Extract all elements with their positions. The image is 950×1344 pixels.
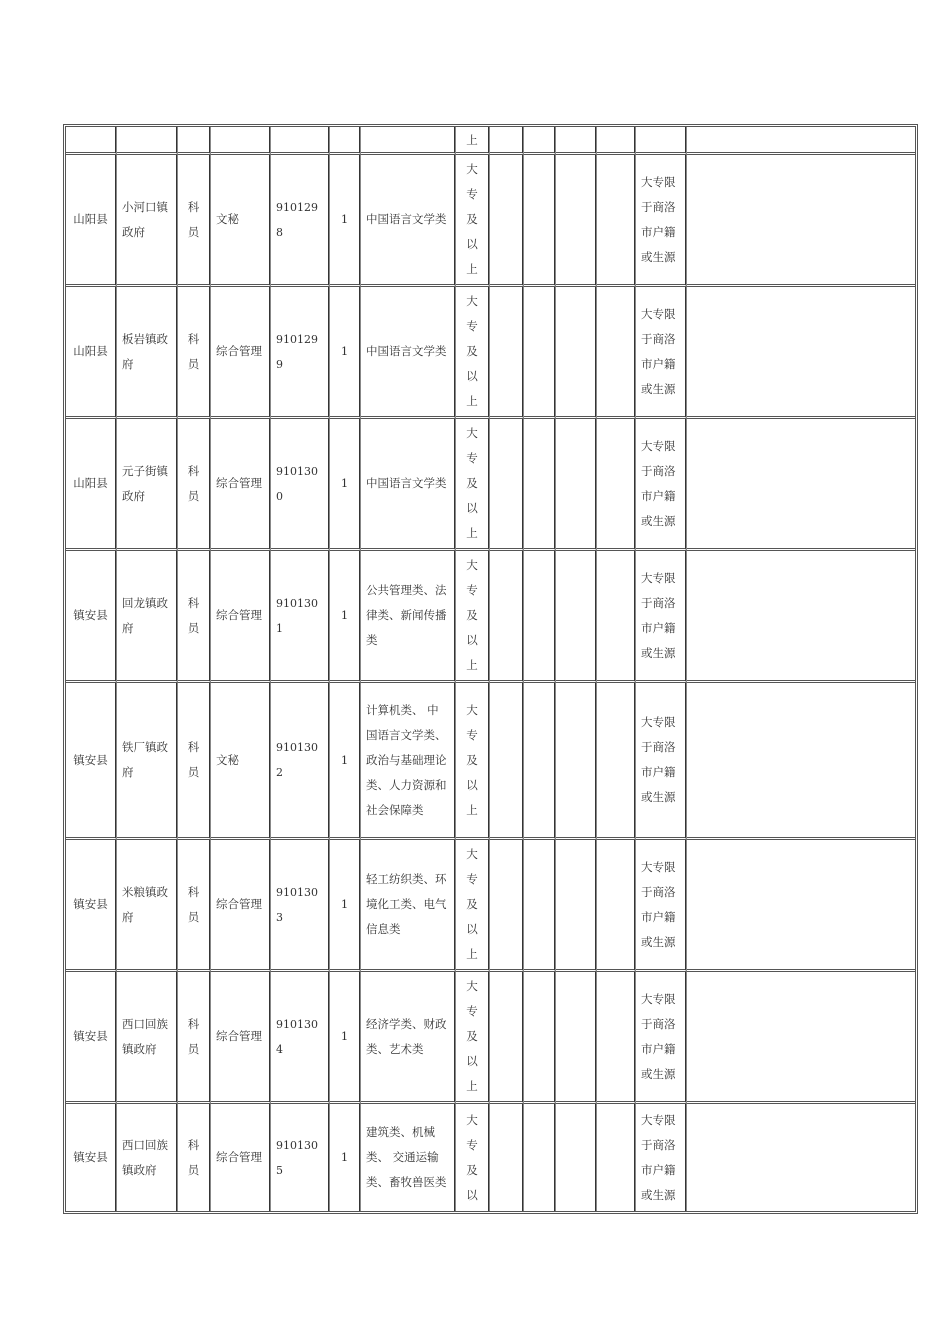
notes-cell-text: 大专限于商洛市户籍或生源 xyxy=(641,438,676,528)
unit-cell xyxy=(117,551,178,683)
code-cell-text: 9101305 xyxy=(276,1138,318,1177)
rank-cell-text: 科员 xyxy=(187,463,200,503)
empty-cell xyxy=(597,683,636,840)
table-row-continuation xyxy=(66,127,915,155)
empty-cell xyxy=(597,840,636,972)
education-cell-text: 大专及以上 xyxy=(466,162,478,276)
code-cell-text: 9101302 xyxy=(276,741,318,779)
empty-cell xyxy=(687,287,915,419)
empty-cell xyxy=(556,840,597,972)
rank-cell xyxy=(178,419,211,551)
major-cell xyxy=(361,287,456,419)
count-cell-text: 1 xyxy=(340,1029,349,1043)
empty-cell xyxy=(490,155,524,287)
empty-cell xyxy=(556,419,597,551)
code-cell xyxy=(271,683,330,840)
empty-cell xyxy=(490,972,524,1104)
education-cell-text: 大专及以上 xyxy=(466,702,478,817)
unit-cell xyxy=(117,683,178,840)
education-cell xyxy=(456,840,490,972)
count-cell xyxy=(330,840,361,972)
education-cell-text: 大专及以上 xyxy=(466,847,478,961)
major-cell xyxy=(361,1104,456,1211)
major-cell xyxy=(361,551,456,683)
education-cell xyxy=(456,1104,490,1211)
count-cell-text: 1 xyxy=(340,212,349,226)
position-cell xyxy=(211,1104,271,1211)
empty-cell xyxy=(524,1104,556,1211)
county-cell-text: 镇安县 xyxy=(73,1029,108,1043)
notes-cell xyxy=(636,683,687,840)
notes-cell-text: 大专限于商洛市户籍或生源 xyxy=(641,991,676,1081)
empty-cell xyxy=(524,972,556,1104)
position-cell-text: 文秘 xyxy=(216,212,239,226)
count-cell xyxy=(330,551,361,683)
count-cell-text: 1 xyxy=(340,608,349,622)
code-cell xyxy=(271,840,330,972)
education-cell xyxy=(456,287,490,419)
notes-cell xyxy=(636,155,687,287)
code-cell xyxy=(271,287,330,419)
position-table xyxy=(63,124,918,1214)
count-cell xyxy=(330,1104,361,1211)
position-cell xyxy=(211,972,271,1104)
position-cell-text: 综合管理 xyxy=(216,476,262,490)
rank-cell-text: 科员 xyxy=(187,331,200,371)
notes-cell-text: 大专限于商洛市户籍或生源 xyxy=(641,859,676,949)
code-cell xyxy=(271,1104,330,1211)
code-cell-text: 9101301 xyxy=(276,596,318,635)
major-cell-text: 公共管理类、法律类、新闻传播类 xyxy=(366,583,447,647)
empty-cell xyxy=(556,683,597,840)
rank-cell xyxy=(178,287,211,419)
county-cell-text: 山阳县 xyxy=(73,344,108,358)
count-cell xyxy=(330,287,361,419)
empty-cell xyxy=(490,287,524,419)
empty-cell xyxy=(597,287,636,419)
table-row xyxy=(66,683,915,840)
rank-cell-text: 科员 xyxy=(187,884,200,924)
major-cell-text: 中国语言文学类 xyxy=(366,476,447,490)
position-cell xyxy=(211,840,271,972)
code-cell xyxy=(271,419,330,551)
empty-cell xyxy=(597,419,636,551)
position-cell-text: 综合管理 xyxy=(216,608,262,622)
count-cell-text: 1 xyxy=(340,752,349,767)
rank-cell xyxy=(178,551,211,683)
position-cell xyxy=(211,287,271,419)
count-cell-text: 1 xyxy=(340,897,349,911)
table-row xyxy=(66,972,915,1104)
table-row xyxy=(66,551,915,683)
notes-cell-text: 大专限于商洛市户籍或生源 xyxy=(641,570,676,660)
table-row xyxy=(66,1104,915,1211)
notes-cell-text: 大专限于商洛市户籍或生源 xyxy=(641,174,676,264)
notes-cell xyxy=(636,287,687,419)
empty-cell xyxy=(687,419,915,551)
table-row xyxy=(66,155,915,287)
major-cell-text: 中国语言文学类 xyxy=(366,344,447,358)
major-cell xyxy=(361,419,456,551)
unit-cell-text: 西口回族镇政府 xyxy=(122,1016,168,1056)
major-cell-text: 经济学类、财政类、艺术类 xyxy=(366,1016,447,1056)
rank-cell-text: 科员 xyxy=(187,740,200,779)
empty-cell xyxy=(597,155,636,287)
education-cell-text: 大专及以上 xyxy=(466,294,478,408)
rank-cell-text: 科员 xyxy=(187,1137,200,1177)
county-cell-text: 镇安县 xyxy=(73,1150,108,1164)
rank-cell xyxy=(178,840,211,972)
notes-cell xyxy=(636,419,687,551)
unit-cell-text: 西口回族镇政府 xyxy=(122,1137,168,1177)
county-cell xyxy=(66,683,117,840)
rank-cell-text: 科员 xyxy=(187,595,200,635)
position-cell xyxy=(211,551,271,683)
position-cell-text: 综合管理 xyxy=(216,1029,262,1043)
major-cell xyxy=(361,972,456,1104)
empty-cell xyxy=(524,840,556,972)
position-cell xyxy=(211,155,271,287)
position-cell xyxy=(211,419,271,551)
notes-cell-text: 大专限于商洛市户籍或生源 xyxy=(641,306,676,396)
county-cell xyxy=(66,551,117,683)
major-cell xyxy=(361,155,456,287)
count-cell xyxy=(330,972,361,1104)
code-cell xyxy=(271,155,330,287)
table-row xyxy=(66,840,915,972)
unit-cell-text: 米粮镇政府 xyxy=(122,884,168,924)
rank-cell xyxy=(178,972,211,1104)
education-cell xyxy=(456,683,490,840)
county-cell xyxy=(66,1104,117,1211)
table-row xyxy=(66,287,915,419)
major-cell-text: 轻工纺织类、环境化工类、电气信息类 xyxy=(366,872,447,936)
notes-cell xyxy=(636,972,687,1104)
empty-cell xyxy=(556,155,597,287)
rank-cell xyxy=(178,683,211,840)
notes-cell-text: 大专限于商洛市户籍或生源 xyxy=(641,715,676,804)
empty-cell xyxy=(490,840,524,972)
empty-cell xyxy=(524,155,556,287)
notes-cell xyxy=(636,1104,687,1211)
empty-cell xyxy=(556,1104,597,1211)
empty-cell xyxy=(524,551,556,683)
education-cell xyxy=(456,551,490,683)
education-cell xyxy=(456,972,490,1104)
unit-cell xyxy=(117,840,178,972)
code-cell-text: 9101298 xyxy=(276,200,318,239)
major-cell-text: 中国语言文学类 xyxy=(366,212,447,226)
empty-cell xyxy=(490,551,524,683)
unit-cell xyxy=(117,287,178,419)
empty-cell xyxy=(597,972,636,1104)
empty-cell xyxy=(687,972,915,1104)
code-cell-text: 9101304 xyxy=(276,1017,318,1056)
position-cell-text: 文秘 xyxy=(216,752,239,767)
empty-cell xyxy=(490,683,524,840)
code-cell xyxy=(271,551,330,683)
education-cell: 上 xyxy=(456,127,490,155)
empty-cell xyxy=(687,683,915,840)
code-cell-text: 9101303 xyxy=(276,885,318,924)
position-cell-text: 综合管理 xyxy=(216,344,262,358)
unit-cell-text: 小河口镇政府 xyxy=(122,199,168,239)
count-cell-text: 1 xyxy=(340,1150,349,1164)
rank-cell xyxy=(178,1104,211,1211)
empty-cell xyxy=(687,1104,915,1211)
position-cell xyxy=(211,683,271,840)
count-cell xyxy=(330,683,361,840)
county-cell xyxy=(66,840,117,972)
major-cell xyxy=(361,683,456,840)
empty-cell xyxy=(687,155,915,287)
major-cell-text: 建筑类、机械类、 交通运输类、畜牧兽医类 xyxy=(366,1125,447,1189)
county-cell-text: 山阳县 xyxy=(73,476,108,490)
county-cell-text: 镇安县 xyxy=(73,897,108,911)
education-cell-text: 大专及以上 xyxy=(466,426,478,540)
education-cell-text: 大专及以上 xyxy=(466,558,478,672)
rank-cell-text: 科员 xyxy=(187,199,200,239)
empty-cell xyxy=(490,419,524,551)
unit-cell-text: 元子街镇政府 xyxy=(122,463,168,503)
education-cell xyxy=(456,155,490,287)
count-cell-text: 1 xyxy=(340,476,349,490)
education-cell-text: 大专及以上 xyxy=(466,979,478,1093)
unit-cell xyxy=(117,972,178,1104)
unit-cell xyxy=(117,419,178,551)
county-cell-text: 镇安县 xyxy=(73,752,108,767)
unit-cell-text: 回龙镇政府 xyxy=(122,595,168,635)
empty-cell xyxy=(556,287,597,419)
empty-cell xyxy=(490,1104,524,1211)
unit-cell-text: 铁厂镇政府 xyxy=(122,740,168,779)
county-cell-text: 山阳县 xyxy=(73,212,108,226)
empty-cell xyxy=(597,1104,636,1211)
county-cell-text: 镇安县 xyxy=(73,608,108,622)
empty-cell xyxy=(597,551,636,683)
notes-cell xyxy=(636,840,687,972)
county-cell xyxy=(66,155,117,287)
major-cell xyxy=(361,840,456,972)
county-cell xyxy=(66,972,117,1104)
empty-cell xyxy=(556,972,597,1104)
notes-cell-text: 大专限于商洛市户籍或生源 xyxy=(641,1112,676,1202)
empty-cell xyxy=(524,419,556,551)
notes-cell xyxy=(636,551,687,683)
education-cell xyxy=(456,419,490,551)
county-cell xyxy=(66,287,117,419)
count-cell-text: 1 xyxy=(340,344,349,358)
unit-cell xyxy=(117,155,178,287)
empty-cell xyxy=(524,683,556,840)
major-cell-text: 计算机类、 中国语言文学类、政治与基础理论类、人力资源和社会保障类 xyxy=(366,702,447,817)
rank-cell-text: 科员 xyxy=(187,1016,200,1056)
empty-cell xyxy=(687,840,915,972)
unit-cell xyxy=(117,1104,178,1211)
rank-cell xyxy=(178,155,211,287)
position-cell-text: 综合管理 xyxy=(216,897,262,911)
count-cell xyxy=(330,155,361,287)
code-cell-text: 9101300 xyxy=(276,464,318,503)
code-cell-text: 9101299 xyxy=(276,332,318,371)
county-cell xyxy=(66,419,117,551)
count-cell xyxy=(330,419,361,551)
table-row xyxy=(66,419,915,551)
code-cell xyxy=(271,972,330,1104)
empty-cell xyxy=(524,287,556,419)
position-cell-text: 综合管理 xyxy=(216,1150,262,1164)
empty-cell xyxy=(687,551,915,683)
education-cell-text: 大专及以 xyxy=(466,1112,478,1202)
unit-cell-text: 板岩镇政府 xyxy=(122,331,168,371)
empty-cell xyxy=(556,551,597,683)
